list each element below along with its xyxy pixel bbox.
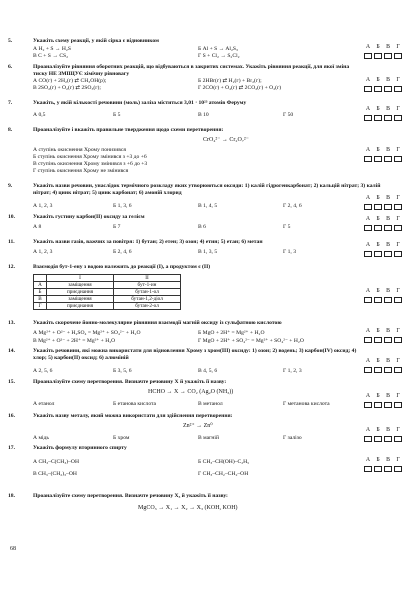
answer-box-b[interactable] <box>374 225 382 231</box>
answer-letter: А <box>365 195 371 201</box>
option-d[interactable]: Г CH₃–CH₂–CH₂–OH <box>198 471 249 477</box>
option-b[interactable]: Б ступінь окиснення Хрому змінився з +3 до +6 <box>33 154 147 160</box>
question-number: 14. <box>8 348 15 354</box>
answer-box-d[interactable] <box>394 115 402 121</box>
answer-grid <box>363 77 403 95</box>
option-b[interactable]: Б хром <box>113 435 130 441</box>
answer-grid <box>363 427 403 445</box>
table-cell: В <box>34 296 47 303</box>
table-cell: А <box>34 282 47 289</box>
answer-grid <box>363 242 403 260</box>
option-d[interactable]: Г 50 <box>283 112 294 118</box>
option-a[interactable]: А 1, 2, 3 <box>33 203 53 209</box>
answer-box-a[interactable] <box>364 115 372 121</box>
question-text: Проаналізуйте рівняння оборотних реакцій, що відбуваються в закритих системах. Укажіть рівняння реакції, для якої зміна тиску НЕ ЗМІЩУЄ хімічну рівновагу <box>33 64 350 77</box>
option-a[interactable]: А 8 <box>33 224 42 230</box>
option-d[interactable]: Г 2CO(г) + O₂(г) ⇄ 2CO₂(г) + O₂(г) <box>198 85 282 91</box>
question-text: Проаналізуйте схему перетворення. Визначте речовину X й укажіть її назву: <box>33 379 227 385</box>
answer-grid <box>363 195 403 213</box>
table-cell: Г <box>34 303 47 310</box>
option-d[interactable]: Г MgO + 2H⁺ + SO₄²⁻ = Mg²⁺ + SO₄²⁻ + H₂O <box>198 338 304 344</box>
answer-box-b[interactable] <box>374 436 382 442</box>
question-number: 9. <box>8 183 13 189</box>
answer-box-a[interactable] <box>364 436 372 442</box>
question-number: 15. <box>8 379 15 385</box>
answer-letter: В <box>386 216 390 222</box>
answer-letter: Б <box>376 147 380 153</box>
option-b[interactable]: Б 5 <box>113 112 121 118</box>
answer-box-c[interactable] <box>384 204 392 210</box>
option-c[interactable]: В магній <box>198 435 219 441</box>
transformation-formula: Zn²⁺ → Zn⁰ <box>183 423 213 429</box>
answer-letter: Б <box>376 457 380 463</box>
answer-box-b[interactable] <box>374 466 382 472</box>
answer-letter: Б <box>376 358 380 364</box>
answer-letter: В <box>386 358 390 364</box>
option-d[interactable]: Г залізо <box>283 435 302 441</box>
answer-box-b[interactable] <box>374 204 382 210</box>
question-number: 16. <box>8 413 15 419</box>
answer-letter: В <box>386 457 390 463</box>
question-number: 7. <box>8 100 13 106</box>
table-cell: бутан-2-ол <box>114 303 181 310</box>
answer-grid <box>363 288 403 306</box>
answer-letter: Б <box>376 393 380 399</box>
answer-letter: А <box>365 427 371 433</box>
option-c[interactable]: В 2SO₂(г) + O₂(г) ⇄ 2SO₃(г); <box>33 85 101 91</box>
answer-box-d[interactable] <box>394 53 402 59</box>
question-number: 11. <box>8 239 15 245</box>
answer-box-d[interactable] <box>394 466 402 472</box>
question-number: 5. <box>8 38 13 44</box>
answer-box-b[interactable] <box>374 156 382 162</box>
question-text: Укажіть формулу вторинного спирту <box>33 445 127 451</box>
answer-letter: В <box>386 77 390 83</box>
answer-letter: А <box>365 77 371 83</box>
question-number: 17. <box>8 445 15 451</box>
answer-box-a[interactable] <box>364 156 372 162</box>
question-text: Укажіть речовини, які можна використати для відновлення Хрому з хром(III) оксиду: 1) озон; 2) водень; 3) карбон(IV) оксид; 4) хлор; 5) карбон(II) оксид; 6) алюміній <box>33 348 357 361</box>
question-text: Укажіть скорочене йонно-молекулярне рівняння взаємодії магній оксиду із сульфатною кислотою <box>33 320 282 326</box>
answer-box-a[interactable] <box>364 466 372 472</box>
answer-box-a[interactable] <box>364 297 372 303</box>
option-c[interactable]: В 6 <box>198 224 206 230</box>
option-c[interactable]: В ступінь окиснення Хрому змінився з +6 до +3 <box>33 161 148 167</box>
table-cell: заміщення <box>47 296 114 303</box>
answer-letter: Б <box>376 195 380 201</box>
answer-box-c[interactable] <box>384 402 392 408</box>
answer-letter: В <box>386 427 390 433</box>
table-cell: бут-1-ин <box>114 282 181 289</box>
option-c[interactable]: В метанол <box>198 401 223 407</box>
option-d[interactable]: Г ступінь окиснення Хрому не змінився <box>33 168 129 174</box>
answer-letter: Б <box>376 77 380 83</box>
page-number: 68 <box>10 546 16 552</box>
answer-letter: Г <box>396 195 400 201</box>
option-b[interactable]: Б 2HBr(г) ⇄ H₂(г) + Br₂(г); <box>198 78 262 84</box>
table-cell: Б <box>34 289 47 296</box>
option-c[interactable]: В 1, 3, 5 <box>198 249 218 255</box>
answer-box-d[interactable] <box>394 251 402 257</box>
answer-letter: В <box>386 288 390 294</box>
option-b[interactable]: Б 2, 4, 6 <box>113 249 132 255</box>
answer-letter: В <box>386 147 390 153</box>
answer-box-d[interactable] <box>394 225 402 231</box>
answer-box-d[interactable] <box>394 297 402 303</box>
answer-letter: Б <box>376 427 380 433</box>
question-text: Проаналізуйте схему перетворення. Визначте речовину X₃ й укажіть її назву: <box>33 493 228 499</box>
answer-letter: А <box>365 288 371 294</box>
table-header-cell <box>34 275 47 282</box>
option-c[interactable]: В Mg²⁺ + O²⁻ + 2H⁺ = Mg²⁺ + H₂O <box>33 338 116 344</box>
answer-grid <box>363 457 403 475</box>
answer-grid <box>363 328 403 346</box>
table-row[interactable] <box>34 296 181 303</box>
option-b[interactable]: Б етанова кислота <box>113 401 157 407</box>
answer-letter: А <box>365 106 371 112</box>
answer-letter: В <box>386 44 390 50</box>
question-text: Укажіть назву металу, який можна використати для здійснення перетворення: <box>33 413 233 419</box>
answer-box-c[interactable] <box>384 251 392 257</box>
answer-box-c[interactable] <box>384 436 392 442</box>
answer-letter: Г <box>396 457 400 463</box>
answer-box-a[interactable] <box>364 251 372 257</box>
table-header-cell: II <box>114 275 181 282</box>
answer-box-c[interactable] <box>384 156 392 162</box>
option-b[interactable]: Б 1, 3, 6 <box>113 203 132 209</box>
answer-box-c[interactable] <box>384 225 392 231</box>
answer-letter: Б <box>376 288 380 294</box>
answer-letter: Г <box>396 77 400 83</box>
option-a[interactable]: А Mg²⁺ + O²⁻ + H₂SO₄ = Mg²⁺ + SO₄²⁻ + H₂O <box>33 330 141 336</box>
answer-letter: А <box>365 44 371 50</box>
answer-letter: Г <box>396 328 400 334</box>
answer-box-b[interactable] <box>374 297 382 303</box>
answer-letter: Г <box>396 147 400 153</box>
option-d[interactable]: Г 1, 2, 3 <box>283 368 302 374</box>
question-number: 8. <box>8 127 13 133</box>
answer-box-a[interactable] <box>364 204 372 210</box>
option-c[interactable]: В 1, 4, 5 <box>198 203 218 209</box>
answer-box-b[interactable] <box>374 402 382 408</box>
option-c[interactable]: В CH₃–(CH₂)₃–OH <box>33 471 77 477</box>
option-d[interactable]: Г S + Cl₂ → S₂Cl₂ <box>198 53 240 59</box>
answer-letter: Г <box>396 44 400 50</box>
answer-letter: Б <box>376 106 380 112</box>
answer-box-c[interactable] <box>384 86 392 92</box>
answer-letter: А <box>365 393 371 399</box>
table-row[interactable] <box>34 289 181 296</box>
option-d[interactable]: Г 5 <box>283 224 291 230</box>
answer-letter: Г <box>396 216 400 222</box>
answer-grid <box>363 44 403 62</box>
answer-box-c[interactable] <box>384 115 392 121</box>
answer-box-d[interactable] <box>394 436 402 442</box>
option-a[interactable]: А ступінь окиснення Хрому понизився <box>33 147 126 153</box>
option-c[interactable]: В 10 <box>198 112 209 118</box>
answer-box-c[interactable] <box>384 297 392 303</box>
question-text: Взаємодія бут-1-ену з водою належить до реакції (I), а продуктом є (II) <box>33 264 211 270</box>
answer-box-c[interactable] <box>384 466 392 472</box>
answer-box-c[interactable] <box>384 367 392 373</box>
answer-box-d[interactable] <box>394 367 402 373</box>
answer-letter: А <box>365 328 371 334</box>
option-a[interactable]: А CO(г) + 2H₂(г) ⇄ CH₃OH(р); <box>33 78 107 84</box>
question-number: 12. <box>8 264 15 270</box>
transformation-formula: CrO₄²⁻ → Cr₂O₇²⁻ <box>203 137 249 143</box>
question-number: 13. <box>8 320 15 326</box>
option-a[interactable]: А мідь <box>33 435 49 441</box>
option-a[interactable]: А 2, 5, 6 <box>33 368 53 374</box>
answer-letter: Г <box>396 427 400 433</box>
option-c[interactable]: В 4, 5, 6 <box>198 368 218 374</box>
option-a[interactable]: А 0,5 <box>33 112 46 118</box>
answer-letter: В <box>386 328 390 334</box>
answer-letter: Г <box>396 393 400 399</box>
question-number: 10. <box>8 214 15 220</box>
option-b[interactable]: Б 3, 5, 6 <box>113 368 132 374</box>
answer-grid <box>363 106 403 124</box>
answer-letter: Г <box>396 242 400 248</box>
answer-letter: А <box>365 358 371 364</box>
question-number: 18. <box>8 493 15 499</box>
answer-box-a[interactable] <box>364 367 372 373</box>
answer-box-d[interactable] <box>394 402 402 408</box>
answer-box-b[interactable] <box>374 251 382 257</box>
answer-box-b[interactable] <box>374 367 382 373</box>
answer-box-d[interactable] <box>394 86 402 92</box>
answer-box-d[interactable] <box>394 156 402 162</box>
answer-letter: Г <box>396 358 400 364</box>
answer-grid <box>363 358 403 376</box>
answer-box-a[interactable] <box>364 86 372 92</box>
transformation-formula: HCHO → X → CO₂ (Ag₂O (NH₃)) <box>148 389 234 395</box>
table-cell: бутан-1-ол <box>114 289 181 296</box>
answer-box-b[interactable] <box>374 115 382 121</box>
question-text: Укажіть схему реакції, у якій сірка є відновником <box>33 38 159 44</box>
answer-letter: Б <box>376 242 380 248</box>
answer-box-c[interactable] <box>384 337 392 343</box>
answer-letter: В <box>386 242 390 248</box>
answer-letter: Б <box>376 44 380 50</box>
option-a[interactable]: А 1, 2, 3 <box>33 249 53 255</box>
option-b[interactable]: Б CH₃–CH(OH)–C₂H₅ <box>198 459 250 465</box>
answer-grid <box>363 216 403 234</box>
answer-letter: Б <box>376 328 380 334</box>
answer-box-b[interactable] <box>374 337 382 343</box>
answer-grid <box>363 147 403 165</box>
question-text: Укажіть назви речовин, унаслідок термічного розкладу яких утворюються оксиди: 1) калій гідрогенкарбонат; 2) кальцій нітрат; 3) калій нітрат; 4) цинк нітрат; 5) цинк карбонат; 6) амоній хлорид <box>33 183 381 196</box>
table-cell: приєднання <box>47 303 114 310</box>
table-cell: бутан-1,2-діол <box>114 296 181 303</box>
option-c[interactable]: В C + S → CS₂ <box>33 53 69 59</box>
option-b[interactable]: Б Al + S → Al₂S₃ <box>198 46 238 52</box>
table-cell: заміщення <box>47 282 114 289</box>
options-table <box>33 274 181 310</box>
table-cell: приєднання <box>47 289 114 296</box>
answer-box-b[interactable] <box>374 53 382 59</box>
option-b[interactable]: Б 7 <box>113 224 121 230</box>
answer-letter: Б <box>376 216 380 222</box>
answer-letter: В <box>386 106 390 112</box>
answer-box-d[interactable] <box>394 337 402 343</box>
answer-letter: В <box>386 195 390 201</box>
answer-box-a[interactable] <box>364 225 372 231</box>
table-header-cell: I <box>47 275 114 282</box>
option-d[interactable]: Г 2, 4, 6 <box>283 203 302 209</box>
question-number: 6. <box>8 64 13 70</box>
option-a[interactable]: А CH₃–C(CH₃)–OH <box>33 459 80 465</box>
answer-box-a[interactable] <box>364 402 372 408</box>
table-row[interactable] <box>34 282 181 289</box>
question-text: Укажіть, у якій кількості речовини (моль) заліза міститься 3,01 · 10²³ атомів Феруму <box>33 100 247 106</box>
question-text: Укажіть густину карбон(II) оксиду за гелієм <box>33 214 145 220</box>
answer-letter: А <box>365 242 371 248</box>
answer-letter: А <box>365 457 371 463</box>
option-d[interactable]: Г 1, 3 <box>283 249 297 255</box>
answer-box-b[interactable] <box>374 86 382 92</box>
answer-letter: А <box>365 147 371 153</box>
option-a[interactable]: А етанол <box>33 401 55 407</box>
answer-letter: Г <box>396 106 400 112</box>
answer-box-a[interactable] <box>364 53 372 59</box>
answer-letter: В <box>386 393 390 399</box>
table-row[interactable] <box>34 303 181 310</box>
transformation-formula: MgCO₃ → X₁ → X₂ → X₃ (KOH, KOH) <box>138 505 238 511</box>
option-b[interactable]: Б MgO + 2H⁺ = Mg²⁺ + H₂O <box>198 330 265 336</box>
answer-box-c[interactable] <box>384 53 392 59</box>
answer-box-d[interactable] <box>394 204 402 210</box>
answer-letter: Г <box>396 288 400 294</box>
question-text: Укажіть назви газів, важчих за повітря: 1) бутан; 2) етен; 3) озон; 4) етин; 5) етан; 6) метан <box>33 239 263 245</box>
option-d[interactable]: Г метанова кислота <box>283 401 330 407</box>
option-a[interactable]: А H₂ + S → H₂S <box>33 46 71 52</box>
question-text: Проаналізуйте і вкажіть правильне твердження щодо схеми перетворення: <box>33 127 224 133</box>
answer-letter: А <box>365 216 371 222</box>
answer-grid <box>363 393 403 411</box>
answer-box-a[interactable] <box>364 337 372 343</box>
table-header-row <box>34 275 181 282</box>
